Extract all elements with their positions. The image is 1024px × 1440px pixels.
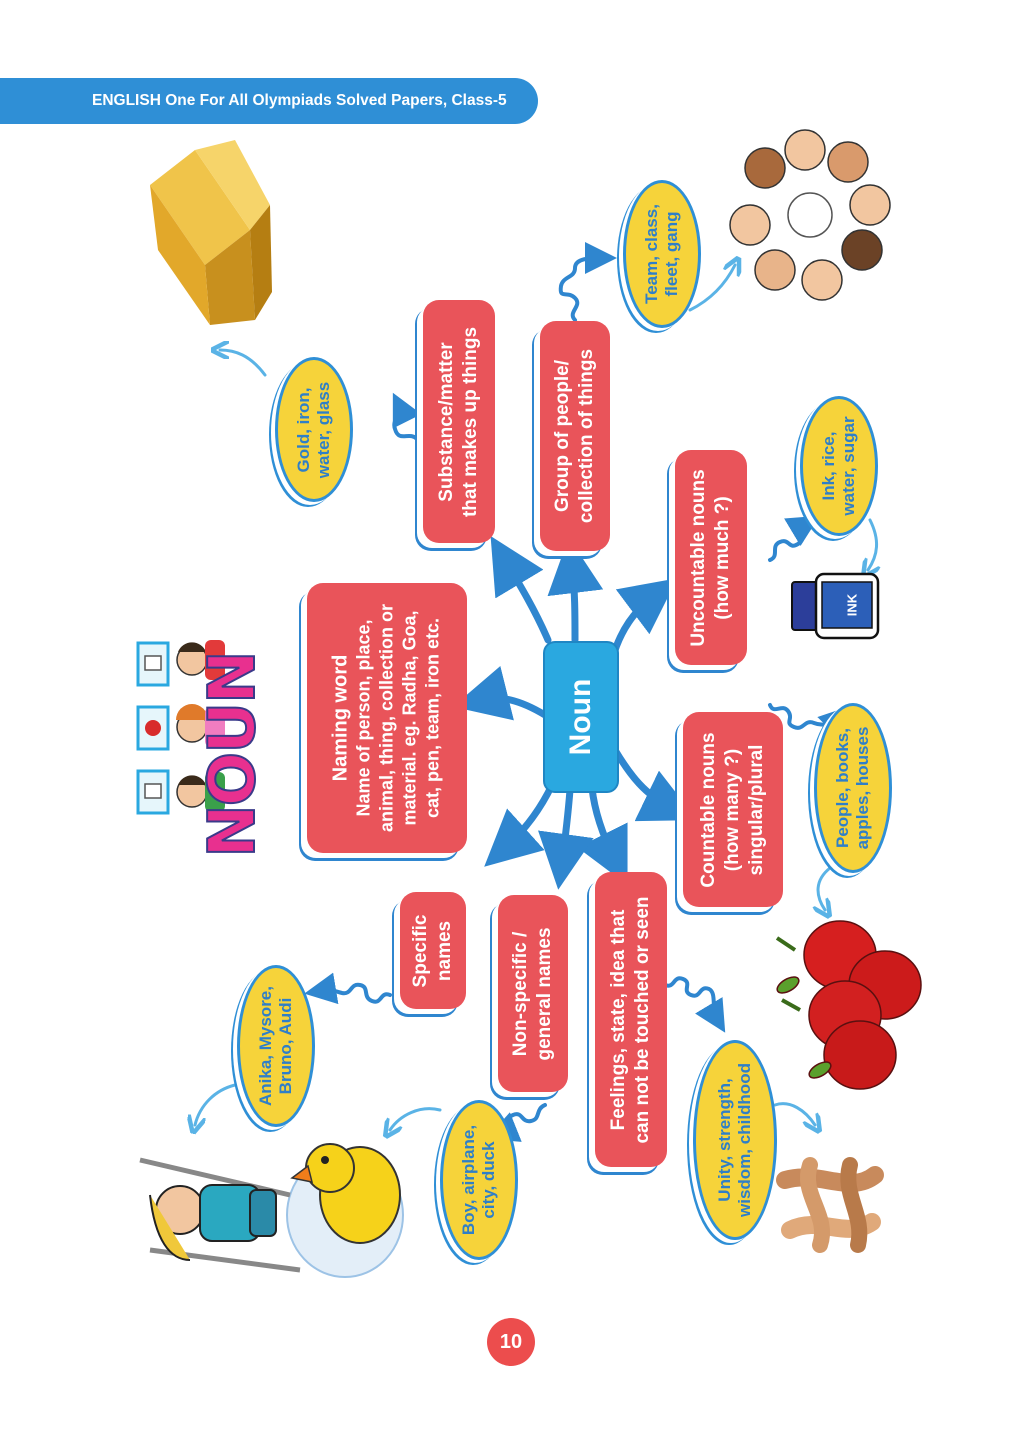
abstract-example-2: wisdom, childhood: [735, 1063, 754, 1217]
abstract-line-2: can not be touched or seen: [632, 895, 653, 1144]
arrow-to-common: [562, 790, 570, 862]
definition-line-4: cat, pen, team, iron etc.: [422, 617, 443, 819]
arrow-gold: [220, 350, 265, 375]
countable-line-3: singular/plural: [746, 744, 767, 875]
abstract-examples: [693, 1040, 777, 1240]
arrow-to-proper: [505, 785, 552, 848]
header-title: ENGLISH One For All Olympiads Solved Papers, Class-5: [92, 92, 507, 109]
common-examples: [440, 1100, 518, 1260]
abstract-noun-box: [595, 872, 667, 1167]
countable-examples: [814, 703, 892, 873]
material-line-1: Substance/matter: [436, 341, 457, 502]
squiggle-collective: [561, 258, 601, 320]
abstract-line-1: Feelings, state, idea that: [608, 909, 629, 1130]
countable-example-2: apples, houses: [853, 726, 872, 850]
arrow-skier: [195, 1085, 235, 1125]
arrow-to-definition: [480, 698, 545, 715]
definition-line-1: Name of person, place,: [353, 619, 374, 817]
arrow-hands: [775, 1104, 815, 1125]
common-example-1: Boy, airplane,: [459, 1124, 478, 1236]
arrow-ink: [868, 520, 877, 570]
common-noun-box: [498, 895, 568, 1092]
abstract-example-1: Unity, strength,: [715, 1078, 734, 1202]
countable-line-1: Countable nouns: [698, 731, 719, 888]
noun-center: [545, 643, 617, 791]
collective-line-1: Group of people/: [552, 360, 573, 513]
proper-line-2: names: [434, 920, 455, 981]
noun-logo-text: NOUN: [196, 652, 270, 858]
countable-line-2: (how many ?): [722, 748, 743, 871]
proper-examples: [237, 965, 315, 1127]
arrow-to-collective: [572, 565, 575, 640]
arrow-to-material: [505, 560, 548, 640]
squiggle-proper: [320, 985, 390, 1002]
squiggle-abstract: [665, 978, 717, 1019]
proper-example-2: Bruno, Audi: [276, 997, 295, 1095]
arrow-to-uncountable: [612, 595, 655, 660]
uncountable-example-2: water, sugar: [839, 416, 858, 516]
proper-line-1: Specific: [410, 914, 431, 987]
common-example-2: city, duck: [479, 1141, 498, 1219]
holding-hands-icon: [780, 1160, 876, 1250]
squiggle-uncountable: [770, 524, 806, 560]
noun-center-label: Noun: [564, 678, 597, 756]
page-number: 10: [487, 1318, 535, 1366]
common-line-1: Non-specific /: [510, 931, 531, 1056]
uncountable-line-2: (how much ?): [712, 495, 733, 620]
squiggle-material: [394, 407, 420, 465]
countable-noun-box: [683, 712, 783, 907]
arrow-apples: [818, 868, 830, 910]
material-example-2: water, glass: [314, 381, 333, 478]
definition-box: [307, 583, 467, 853]
proper-example-1: Anika, Mysore,: [256, 986, 275, 1106]
arrow-to-abstract: [592, 788, 615, 860]
collective-noun-box: [540, 321, 610, 551]
ink-bottle-icon: [792, 574, 878, 638]
collective-example-2: fleet, gang: [662, 211, 681, 297]
noun-logo: [183, 652, 283, 858]
collective-examples: [623, 180, 701, 328]
ink-label: INK: [844, 593, 860, 617]
collective-line-2: collection of things: [576, 348, 597, 524]
uncountable-example-1: Ink, rice,: [819, 431, 838, 501]
material-example-1: Gold, iron,: [294, 387, 313, 473]
skier-icon: [140, 1160, 300, 1270]
material-examples: [275, 357, 353, 502]
uncountable-line-1: Uncountable nouns: [688, 468, 709, 647]
gold-bars-icon: [150, 140, 272, 325]
arrow-duck: [390, 1109, 440, 1130]
definition-line-2: animal, thing, collection or: [376, 603, 397, 833]
rubber-duck-icon: [287, 1144, 403, 1277]
collective-example-1: Team, class,: [642, 204, 661, 304]
material-noun-box: [423, 300, 495, 543]
uncountable-examples: [800, 396, 878, 536]
definition-line-3: material. eg. Radha, Goa,: [399, 610, 420, 826]
countable-example-1: People, books,: [833, 728, 852, 848]
group-of-people-icon: [730, 130, 890, 303]
arrow-to-countable: [615, 750, 672, 808]
proper-noun-box: [400, 892, 466, 1009]
definition-title: Naming word: [329, 654, 352, 782]
common-line-2: general names: [534, 926, 555, 1061]
apples-icon: [775, 921, 921, 1089]
uncountable-noun-box: [675, 450, 747, 665]
material-line-2: that makes up things: [460, 326, 481, 517]
